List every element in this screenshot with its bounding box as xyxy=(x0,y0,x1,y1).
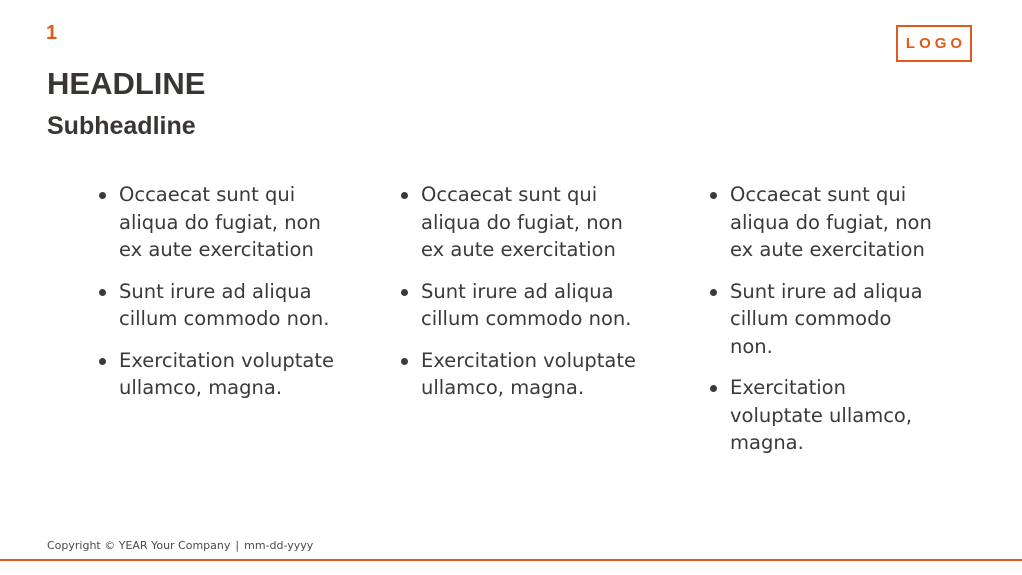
footer-copyright: Copyright © YEAR Your Company xyxy=(47,539,231,552)
bullet-item: Sunt irure ad aliqua cillum commodo non. xyxy=(97,278,347,333)
logo-placeholder: LOGO xyxy=(896,25,972,62)
bullet-item: Occaecat sunt qui aliqua do fugiat, non ex aute exercitation xyxy=(97,181,347,264)
bullet-column-2 xyxy=(399,181,649,416)
bullet-item: Occaecat sunt qui aliqua do fugiat, non ex aute exercitation xyxy=(399,181,649,264)
bullet-item: Sunt irure ad aliqua cillum commodo non. xyxy=(708,278,933,361)
bullet-column-3 xyxy=(708,181,933,471)
footer-date: mm-dd-yyyy xyxy=(244,539,314,552)
headline: HEADLINE xyxy=(47,66,206,101)
slide-number: 1 xyxy=(46,22,58,44)
footer-separator: | xyxy=(235,539,240,552)
footer-accent-line xyxy=(0,559,1022,561)
subheadline: Subheadline xyxy=(47,112,196,140)
footer xyxy=(47,539,313,552)
bullet-column-1 xyxy=(97,181,347,416)
bullet-item: Sunt irure ad aliqua cillum commodo non. xyxy=(399,278,649,333)
bullet-item: Exercitation voluptate ullamco, magna. xyxy=(97,347,347,402)
bullet-item: Exercitation voluptate ullamco, magna. xyxy=(708,374,933,457)
bullet-item: Occaecat sunt qui aliqua do fugiat, non ex aute exercitation xyxy=(708,181,933,264)
bullet-item: Exercitation voluptate ullamco, magna. xyxy=(399,347,649,402)
